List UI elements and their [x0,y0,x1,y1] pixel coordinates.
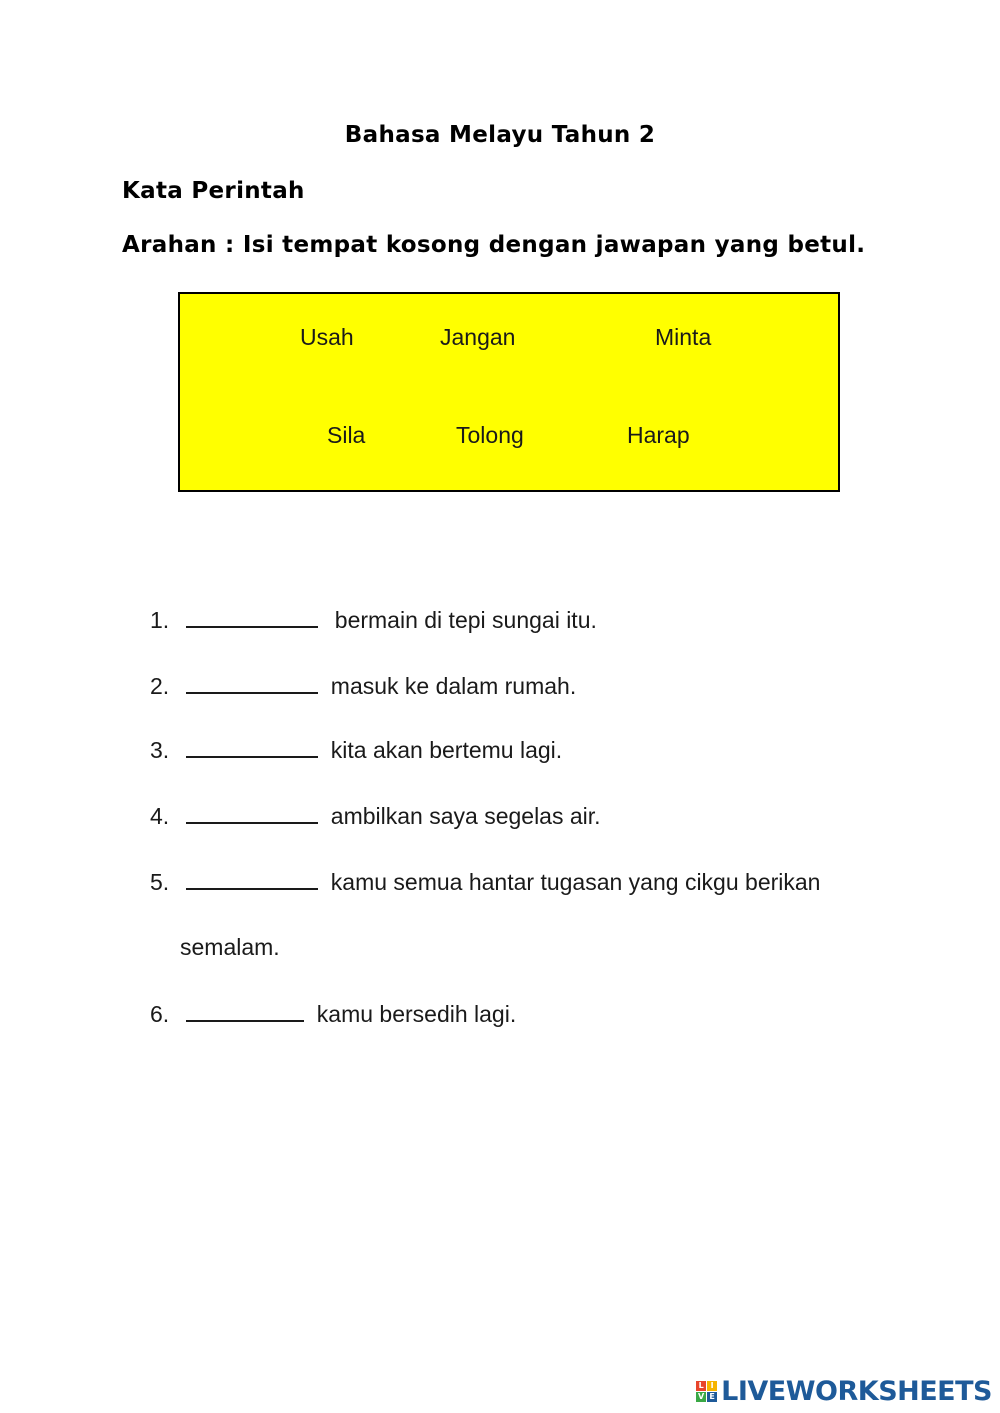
question-item [150,800,601,830]
question-text-continuation: semalam. [180,934,280,960]
topic-heading: Kata Perintah [122,178,305,204]
word-option-harap[interactable]: Harap [627,422,690,448]
question-text: masuk ke dalam rumah. [330,673,577,699]
answer-blank[interactable] [186,670,318,694]
word-bank-box [178,292,840,492]
word-option-minta[interactable]: Minta [655,324,712,350]
question-item [150,866,820,896]
liveworksheets-logo [696,1376,992,1407]
answer-blank[interactable] [186,866,318,890]
worksheet-title: Bahasa Melayu Tahun 2 [344,122,656,148]
question-item [150,604,597,634]
question-number: 1. [150,607,170,633]
word-option-tolong[interactable]: Tolong [456,422,524,448]
question-item [150,670,576,700]
question-number: 2. [150,673,170,699]
logo-letter: L [696,1381,706,1391]
question-text: ambilkan saya segelas air. [330,803,601,829]
question-number: 4. [150,803,170,829]
logo-mark-icon [696,1381,717,1402]
logo-text: LIVEWORKSHEETS [721,1376,992,1407]
logo-letter: E [707,1392,717,1402]
answer-blank[interactable] [186,734,318,758]
answer-blank[interactable] [186,604,318,628]
question-number: 3. [150,737,170,763]
word-option-usah[interactable]: Usah [300,324,354,350]
word-option-sila[interactable]: Sila [327,422,366,448]
question-text: kamu bersedih lagi. [316,1001,517,1027]
logo-letter: V [698,1392,705,1401]
instruction-text: Arahan : Isi tempat kosong dengan jawapan yang betul. [122,232,866,258]
question-text: kamu semua hantar tugasan yang cikgu berikan [330,869,821,895]
logo-letter: I [707,1381,717,1391]
question-item [150,998,516,1028]
question-text: kita akan bertemu lagi. [330,737,563,763]
question-text: bermain di tepi sungai itu. [334,607,597,633]
question-number: 5. [150,869,170,895]
answer-blank[interactable] [186,998,304,1022]
question-number: 6. [150,1001,170,1027]
answer-blank[interactable] [186,800,318,824]
word-option-jangan[interactable]: Jangan [440,324,516,350]
question-item [150,734,562,764]
